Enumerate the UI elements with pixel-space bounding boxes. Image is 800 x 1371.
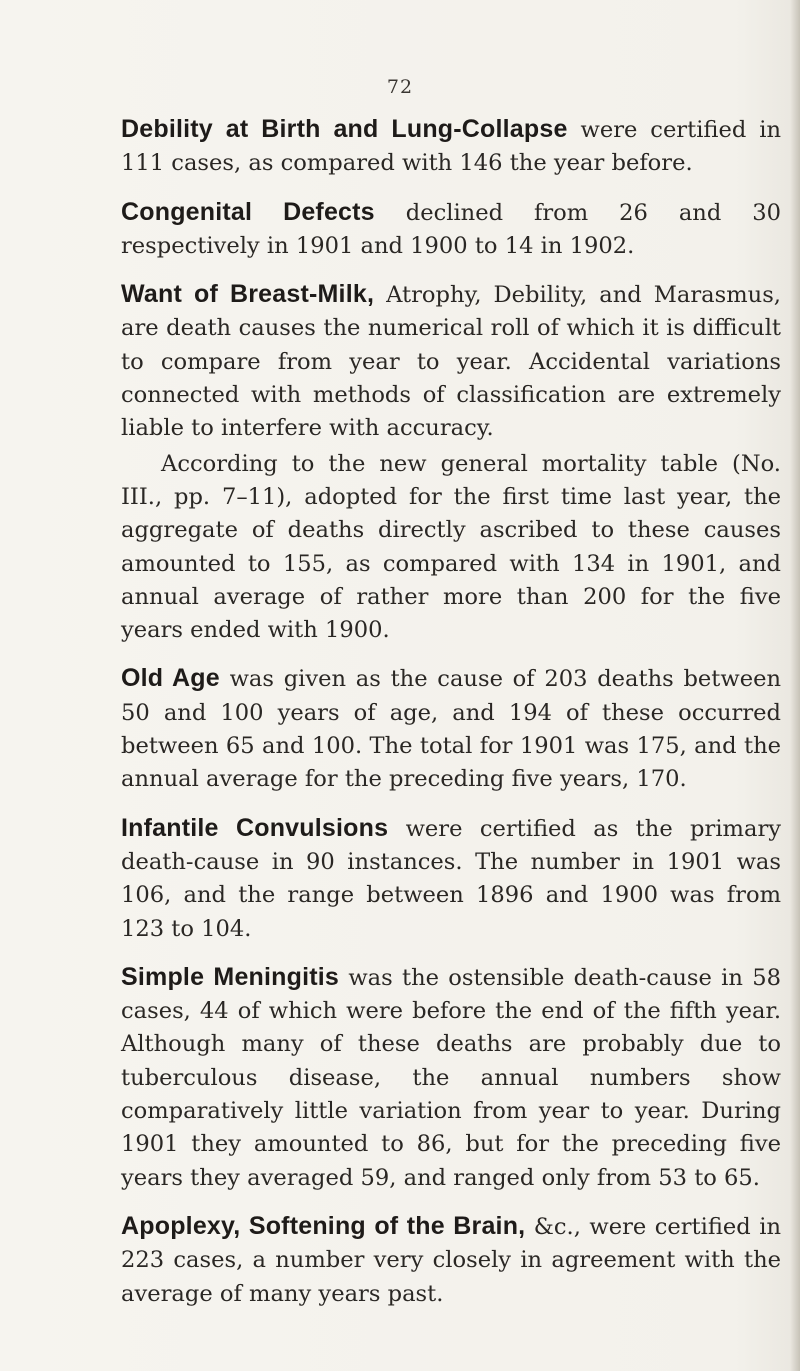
text-simple-meningitis: was the ostensible death-cause in 58 cases, 44 of which were before the end of the fifth year. Although many of these deaths are probably due to tuberculous disease, the annual numbers show comparatively little variation from year to year. During 1901 they amounted to 86, but for the preceding five years they averaged 59, and ranged only from 53 to 65. — [121, 964, 781, 1191]
text-breast-milk: Atrophy, Debility, and Marasmus, are death causes the numerical roll of which it is difficult to compare from year to year. Accidental variations connected with methods of classification are extremely liable to interfere with accuracy. — [121, 282, 781, 442]
paragraph-old-age — [121, 662, 781, 796]
text-old-age: was given as the cause of 203 deaths between 50 and 100 years of age, and 194 of these occurred between 65 and 100. The total for 1901 was 175, and the annual average for the preceding five years, 170. — [121, 666, 782, 793]
paragraph-breast-milk — [121, 278, 781, 445]
paragraph-simple-meningitis — [121, 961, 781, 1195]
text-infantile-convulsions: were certified as the primary death-cause in 90 instances. The number in 1901 was 106, and the range between 1896 and 1900 was from 123 to 104. — [121, 815, 782, 942]
heading-apoplexy: Apoplexy, Softening of the Brain, — [121, 1211, 526, 1240]
heading-old-age: Old Age — [121, 664, 220, 693]
page-number: 72 — [386, 76, 414, 98]
paragraph-debility — [121, 113, 781, 181]
paragraph-apoplexy — [121, 1210, 781, 1311]
text-mortality-table: According to the new general mortality table (No. III., pp. 7–11), adopted for the first time last year, the aggregate of deaths directly ascribed to these causes amounted to 155, as compared with 134 in 1901, and annual average of rather more than 200 for the five years ended with 1900. — [121, 450, 781, 644]
heading-debility: Debility at Birth and Lung-Collapse — [121, 115, 568, 143]
paragraph-mortality-table — [121, 448, 781, 648]
paragraph-congenital-defects — [121, 196, 781, 264]
heading-breast-milk: Want of Breast-Milk, — [121, 280, 375, 309]
heading-congenital-defects: Congenital Defects — [121, 197, 375, 226]
heading-simple-meningitis: Simple Meningitis — [121, 962, 340, 991]
paragraph-infantile-convulsions — [121, 812, 781, 946]
text-congenital-defects: declined from 26 and 30 respectively in 1901 and 1900 to 14 in 1902. — [121, 199, 781, 259]
text-debility: were certified in 111 cases, as compared with 146 the year before. — [121, 117, 782, 177]
text-apoplexy: &c., were certified in 223 cases, a number very closely in agreement with the average of many years past. — [121, 1213, 781, 1307]
heading-infantile-convulsions: Infantile Convulsions — [121, 813, 389, 842]
body-text — [121, 113, 781, 1326]
page-edge-shadow — [790, 0, 800, 1371]
